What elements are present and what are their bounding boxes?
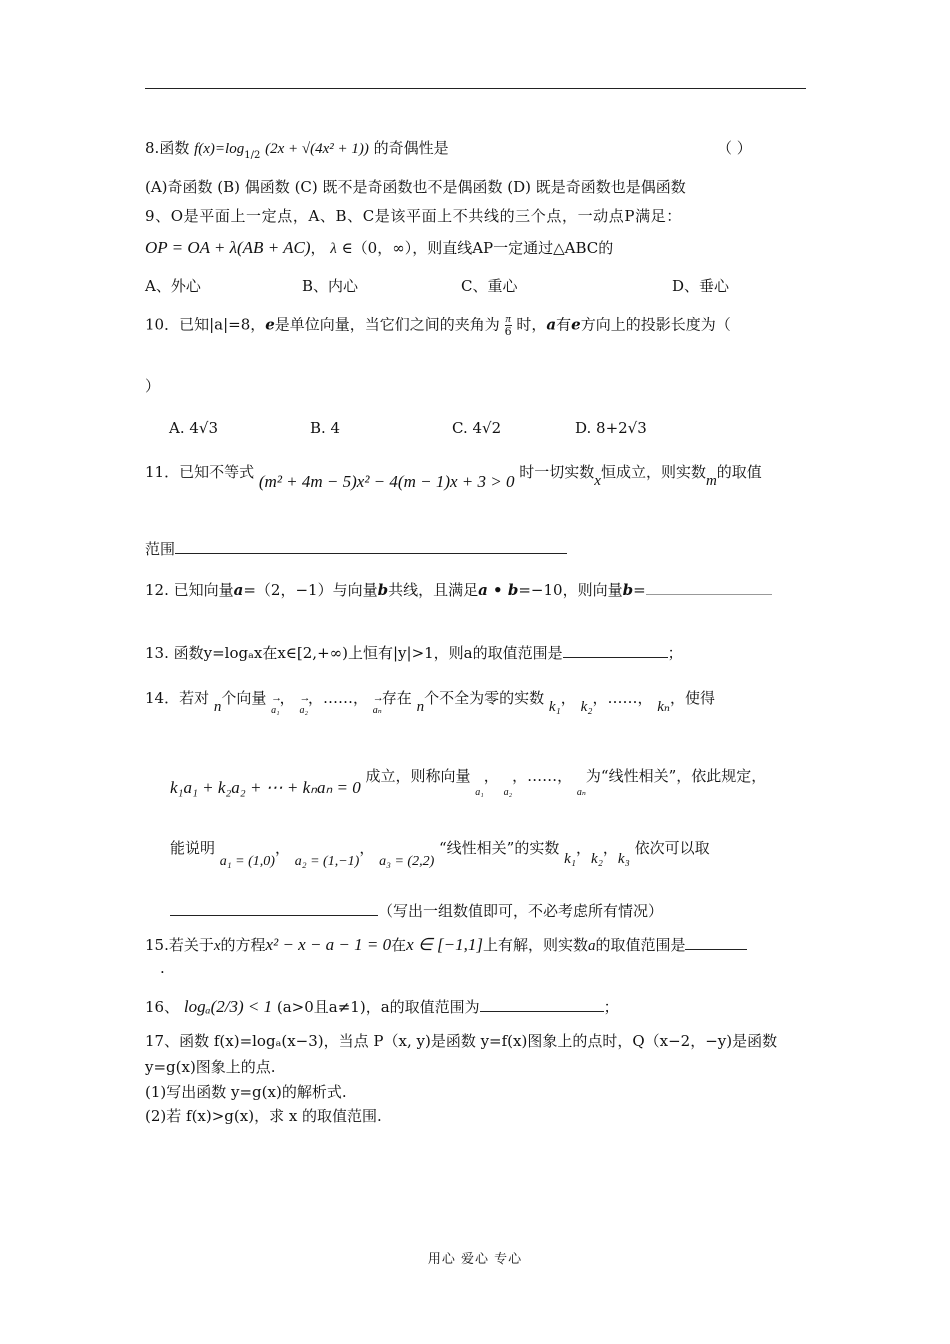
q11-lead: 11．已知不等式 <box>145 463 255 481</box>
q13-text: 13. 函数y=logₐx在x∈[2,+∞)上恒有|y|>1，则a的取值范围是 <box>145 644 563 662</box>
q14-k3-3: k₃ <box>617 851 630 867</box>
q14-answer-blank[interactable] <box>170 899 378 916</box>
q8-formula-lhs: f(x)=log <box>194 141 245 157</box>
q13-line <box>145 641 683 663</box>
q12-a: a <box>233 581 244 599</box>
q11-var-m: m <box>705 473 717 489</box>
q14-lead: 14．若对 <box>145 689 210 707</box>
q10-option-d: D. 8+2√3 <box>575 419 647 437</box>
q16-end: ； <box>603 998 619 1016</box>
q10-e: e <box>265 315 275 334</box>
q11-var-x: x <box>594 473 601 489</box>
q10-line <box>145 313 806 338</box>
q10-angle-fraction: $\frac{\pi}{6}$ <box>504 313 512 338</box>
q8-answer-paren: （ ） <box>717 139 752 157</box>
q14-line4 <box>170 899 663 921</box>
q9-line2-tail: ∈（0，∞），则直线AP一定通过△ABC的 <box>341 239 614 257</box>
header-rule <box>145 88 806 89</box>
q15-line <box>145 933 747 956</box>
q10-mid1: 是单位向量，当它们之间的夹角为 <box>274 315 500 334</box>
q10-lead: 10．已知|a|=8， <box>145 315 266 334</box>
q12-b: b <box>377 581 389 599</box>
q9-formula: OP = OA + λ(AB + AC) <box>145 238 311 257</box>
q10-close: ） <box>145 377 161 395</box>
q14-text-d: ，……， <box>307 689 368 707</box>
q14-vec-a2: → a₂ <box>299 701 307 721</box>
q8-tail: 的奇偶性是 <box>373 139 449 157</box>
q17-line1: 17、函数 f(x)=logₐ(x−3)，当点 P（x, y)是函数 y=f(x)图象上的点时，Q（x−2，−y)是函数 <box>145 1032 778 1050</box>
q10-mid4: 方向上的投影长度为（ <box>580 315 731 334</box>
q10-mid2: 时， <box>516 315 547 334</box>
q14-text-b: 个向量 <box>221 689 267 707</box>
q10-e2: e <box>571 315 581 334</box>
q14-line1 <box>145 688 806 721</box>
q13-answer-blank[interactable] <box>563 641 668 658</box>
q16-lead: 16、 <box>145 998 180 1016</box>
q16-tail: (a>0且a≠1)，a的取值范围为 <box>276 998 480 1016</box>
q10-a: a <box>546 315 557 334</box>
q15-answer-blank[interactable] <box>685 933 747 950</box>
q15-x: x <box>213 938 221 954</box>
q8-formula-arg: (2x + √(4x² + 1)) <box>265 141 369 157</box>
q14-vec-a2-2: a₂ <box>503 787 513 798</box>
q14-text-c: ， <box>279 689 295 707</box>
q15-formula: x² − x − a − 1 = 0 <box>265 935 392 954</box>
q12-dot: a • b <box>478 581 519 599</box>
q16-line <box>145 995 619 1017</box>
q10-option-b: B. 4 <box>310 419 341 437</box>
q9-option-d: D、垂心 <box>672 277 730 295</box>
q14-n: n <box>213 699 222 715</box>
q14-k1-3: k₁ <box>564 851 577 867</box>
q13-tail: ； <box>667 644 683 662</box>
q14-text-2b: 成立，则称向量 <box>365 767 471 785</box>
q11-mid2: 恒成立，则实数 <box>600 463 706 481</box>
q12-mid3: =−10，则向量 <box>518 581 623 599</box>
q9-option-c: C、重心 <box>461 277 518 295</box>
q12-b2: b <box>622 581 634 599</box>
q11-tail: 的取值 <box>716 463 762 481</box>
q14-text-h: ，……， <box>592 689 653 707</box>
q15-a: a <box>587 938 596 954</box>
q12-line <box>145 578 772 600</box>
q12-lead: 12. 已知向量 <box>145 581 234 599</box>
q9-line2: OP = OA + λ(AB + AC)， λ ∈（0，∞），则直线AP一定通过△ABC的 <box>145 238 614 257</box>
q11-formula: (m² + 4m − 5)x² − 4(m − 1)x + 3 > 0 <box>258 472 515 491</box>
q14-vec-a1: → a₁ <box>271 701 279 721</box>
q14-vec-a1-2: a₁ <box>475 787 484 798</box>
q14-a3-value: a₃ = (2,2) <box>379 854 435 869</box>
q9-option-a: A、外心 <box>145 277 201 295</box>
q14-k2: k₂ <box>580 699 593 715</box>
q14-line3: 能说明 a₁ = (1,0)， a₂ = (1,−1)， a₃ = (2,2) “线性相关”的实数 k₁，k₂，k₃ 依次可以取 <box>170 839 710 869</box>
q14-line2 <box>170 766 766 803</box>
q14-text-2c: ， <box>483 767 499 785</box>
q14-a2-value: a₂ = (1,−1) <box>294 854 360 869</box>
q14-text-4: （写出一组数值即可，不必考虑所有情况） <box>378 902 664 920</box>
q15-tail: 的取值范围是 <box>595 936 686 954</box>
q15-lead: 15.若关于 <box>145 936 214 954</box>
q8-line <box>145 138 806 166</box>
q10-option-a: A. 4√3 <box>169 419 219 437</box>
q12-mid1: =（2，−1）与向量 <box>243 581 378 599</box>
q12-mid2: 共线，且满足 <box>388 581 479 599</box>
q10-mid3: 有 <box>556 315 572 334</box>
q14-text-f: 个不全为零的实数 <box>424 689 545 707</box>
q10-option-c: C. 4√2 <box>452 419 502 437</box>
q15-mid2: 在 <box>391 936 407 954</box>
q14-n2: n <box>416 699 425 715</box>
q11-range-label: 范围 <box>145 540 176 558</box>
q11-mid: 时一切实数 <box>519 463 595 481</box>
q14-vec-an: → aₙ <box>373 701 382 721</box>
q17-line2: y=g(x)图象上的点. <box>145 1058 276 1076</box>
q8-log-base: 1/2 <box>244 150 261 161</box>
q12-tail: = <box>633 581 646 599</box>
q11-line <box>145 462 762 491</box>
page-footer: 用心 爱心 专心 <box>427 1252 523 1267</box>
q14-text-i: ，使得 <box>669 689 715 707</box>
q17-line3: (1)写出函数 y=g(x)的解析式. <box>145 1083 347 1101</box>
q14-text-3c: 依次可以取 <box>634 839 710 857</box>
q14-k1: k₁ <box>548 699 561 715</box>
q9-lambda: λ <box>330 241 337 257</box>
q15-mid3: 上有解，则实数 <box>482 936 588 954</box>
q14-text-e: 存在 <box>381 689 412 707</box>
q15-dot: . <box>160 959 165 977</box>
q14-vec-an-2: aₙ <box>576 787 586 798</box>
q12-answer-blank[interactable] <box>646 578 772 595</box>
q14-text-2e: 为“线性相关”，依此规定， <box>585 767 767 785</box>
q14-text-3b: “线性相关”的实数 <box>439 839 560 857</box>
q11-line2 <box>145 537 567 559</box>
q14-text-2d: ，……， <box>512 767 573 785</box>
q16-answer-blank[interactable] <box>480 995 604 1012</box>
q8-lead: 函数 <box>159 139 190 157</box>
q15-mid1: 的方程 <box>220 936 266 954</box>
q14-k2-3: k₂ <box>591 851 603 867</box>
q14-kn: kₙ <box>657 699 670 715</box>
q9-line1: 9、O是平面上一定点，A、B、C是该平面上不共线的三个点，一动点P满足： <box>145 207 682 225</box>
q11-answer-blank[interactable] <box>175 537 567 554</box>
q15-interval: x ∈ [−1,1] <box>406 935 483 954</box>
q16-formula: logₐ(2/3) < 1 <box>183 997 273 1016</box>
q8-options: (A)奇函数 (B) 偶函数 (C) 既不是奇函数也不是偶函数 (D) 既是奇函数也是偶函数 <box>145 178 686 196</box>
q14-text-3a: 能说明 <box>170 839 216 857</box>
q14-formula: k₁a₁ + k₂a₂ + ⋯ + kₙaₙ = 0 <box>170 778 361 797</box>
q17-line4: (2)若 f(x)>g(x)，求 x 的取值范围. <box>145 1107 382 1125</box>
q14-a1-value: a₁ = (1,0) <box>219 854 275 869</box>
q9-option-b: B、内心 <box>302 277 359 295</box>
q14-text-g: ， <box>560 689 576 707</box>
q8-num: 8. <box>145 139 160 157</box>
